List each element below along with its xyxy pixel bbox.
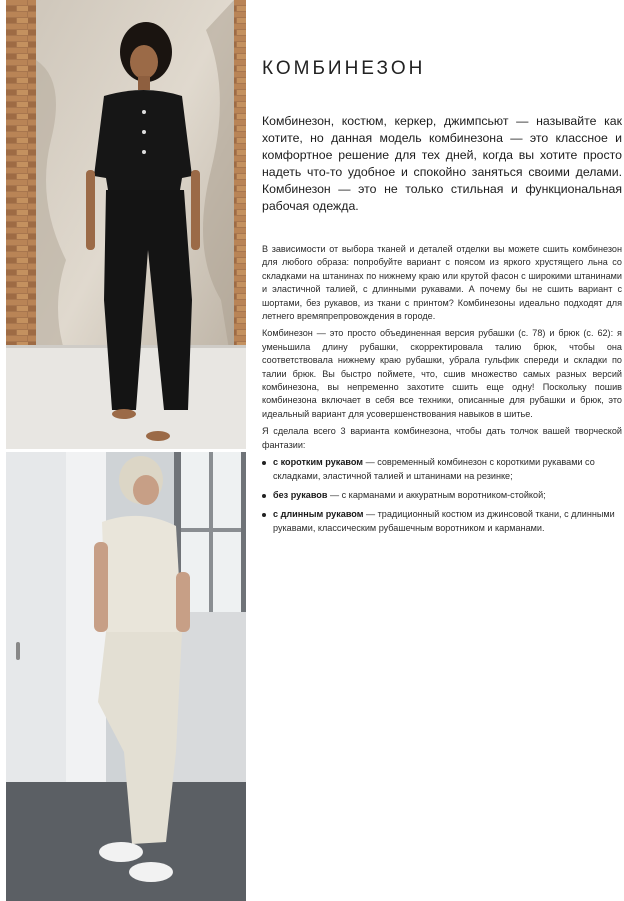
list-item <box>262 456 622 483</box>
list-item <box>262 489 622 502</box>
list-item <box>262 508 622 535</box>
intro-paragraph: Комбинезон, костюм, керкер, джимпсьют — называйте как хотите, но данная модель комбинезона — это классное и комфортное решение для тех дней, когда вы хотите просто надеть что-то удобное и спокойно заняться своими делами. Комбинезон — это не только стильная и функциональная рабочая одежда. <box>262 114 622 213</box>
variant-term: без рукавов <box>273 489 328 500</box>
variant-term: с длинным рукавом <box>273 509 364 520</box>
variant-desc: — с карманами и аккуратным воротником-стойкой; <box>327 489 546 500</box>
variants-list <box>262 456 622 535</box>
page-title: КОМБИНЕЗОН <box>262 58 426 79</box>
bullet-icon <box>262 461 266 465</box>
body-paragraph: В зависимости от выбора тканей и деталей отделки вы можете сшить комбинезон для любого образа: попробуйте вариант с поясом из яркого хрустящего льна со складками на штанинах по нижнему краю или крутой фасон с широкими штанинами и эластичной талией, с длинными рукавами. А почему бы не сшить вариант с шортами, без рукавов, из ткани с принтом? Комбинезоны идеально подходят для летнего времяпрепровождения в городе. <box>262 244 622 322</box>
variant-desc: — традиционный костюм из джинсовой ткани, с длинными рукавами, классическим рубашечным воротником и карманами. <box>273 509 615 533</box>
photo-black-jumpsuit <box>6 0 246 449</box>
body-paragraph: Я сделала всего 3 варианта комбинезона, чтобы дать толчок вашей творческой фантазии: <box>262 426 622 450</box>
bullet-icon <box>262 513 266 517</box>
bullet-icon <box>262 494 266 498</box>
article <box>262 58 622 541</box>
body-text <box>262 243 622 535</box>
variant-desc: — современный комбинезон с короткими рукавами со складками, эластичной талией и штанинами на резинке; <box>273 457 595 481</box>
body-paragraph: Комбинезон — это просто объединенная версия рубашки (с. 78) и брюк (с. 62): я уменьшила длину рубашки, скорректировала талию брюк, чтобы она соответствовала нижнему краю рубашки, убрала гульфик спереди и складки по талии брюк. Вы быстро поймете, что, сшив множество самых разных версий комбинезона, вы непременно захотите сшить еще одну! Поскольку пошив комбинезона включает в себя все техники, описанные для рубашки и брюк, это идеальный вариант для усовершенствования навыков в шитье. <box>262 328 622 419</box>
variant-term: с коротким рукавом <box>273 457 364 468</box>
photo-cream-jumpsuit <box>6 452 246 901</box>
